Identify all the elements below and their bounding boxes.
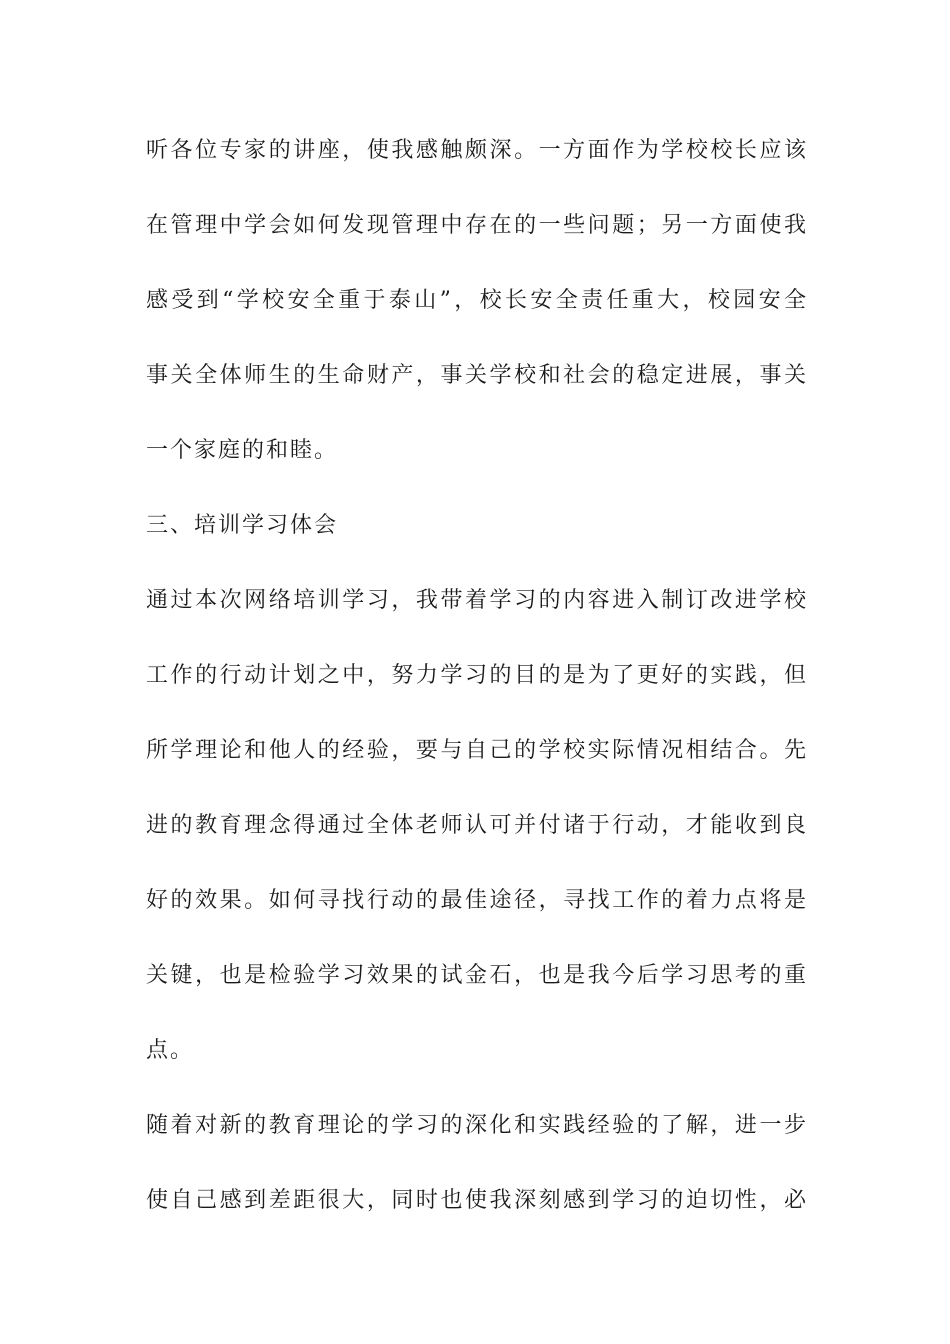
section-heading: 三、培训学习体会 — [146, 513, 339, 538]
text-line: 工作的行动计划之中，努力学习的目的是为了更好的实践，但 — [146, 663, 806, 688]
text-line: 在管理中学会如何发现管理中存在的一些问题；另一方面使我 — [146, 213, 806, 238]
text-line: 随着对新的教育理论的学习的深化和实践经验的了解，进一步 — [146, 1113, 806, 1138]
text-line: 所学理论和他人的经验，要与自己的学校实际情况相结合。先 — [146, 738, 806, 763]
text-line: 点。 — [146, 1038, 195, 1063]
text-line: 感受到“学校安全重于泰山”，校长安全责任重大，校园安全 — [146, 288, 806, 313]
text-line: 事关全体师生的生命财产，事关学校和社会的稳定进展，事关 — [146, 363, 806, 388]
text-line: 听各位专家的讲座，使我感触颇深。一方面作为学校校长应该 — [146, 138, 806, 163]
document-body — [146, 124, 806, 1249]
text-line: 使自己感到差距很大，同时也使我深刻感到学习的迫切性，必 — [146, 1188, 806, 1213]
text-line: 进的教育理念得通过全体老师认可并付诸于行动，才能收到良 — [146, 813, 806, 838]
text-line: 通过本次网络培训学习，我带着学习的内容进入制订改进学校 — [146, 588, 806, 613]
text-line: 好的效果。如何寻找行动的最佳途径，寻找工作的着力点将是 — [146, 888, 806, 913]
text-line: 一个家庭的和睦。 — [146, 438, 339, 463]
text-line: 关键，也是检验学习效果的试金石，也是我今后学习思考的重 — [146, 963, 806, 988]
